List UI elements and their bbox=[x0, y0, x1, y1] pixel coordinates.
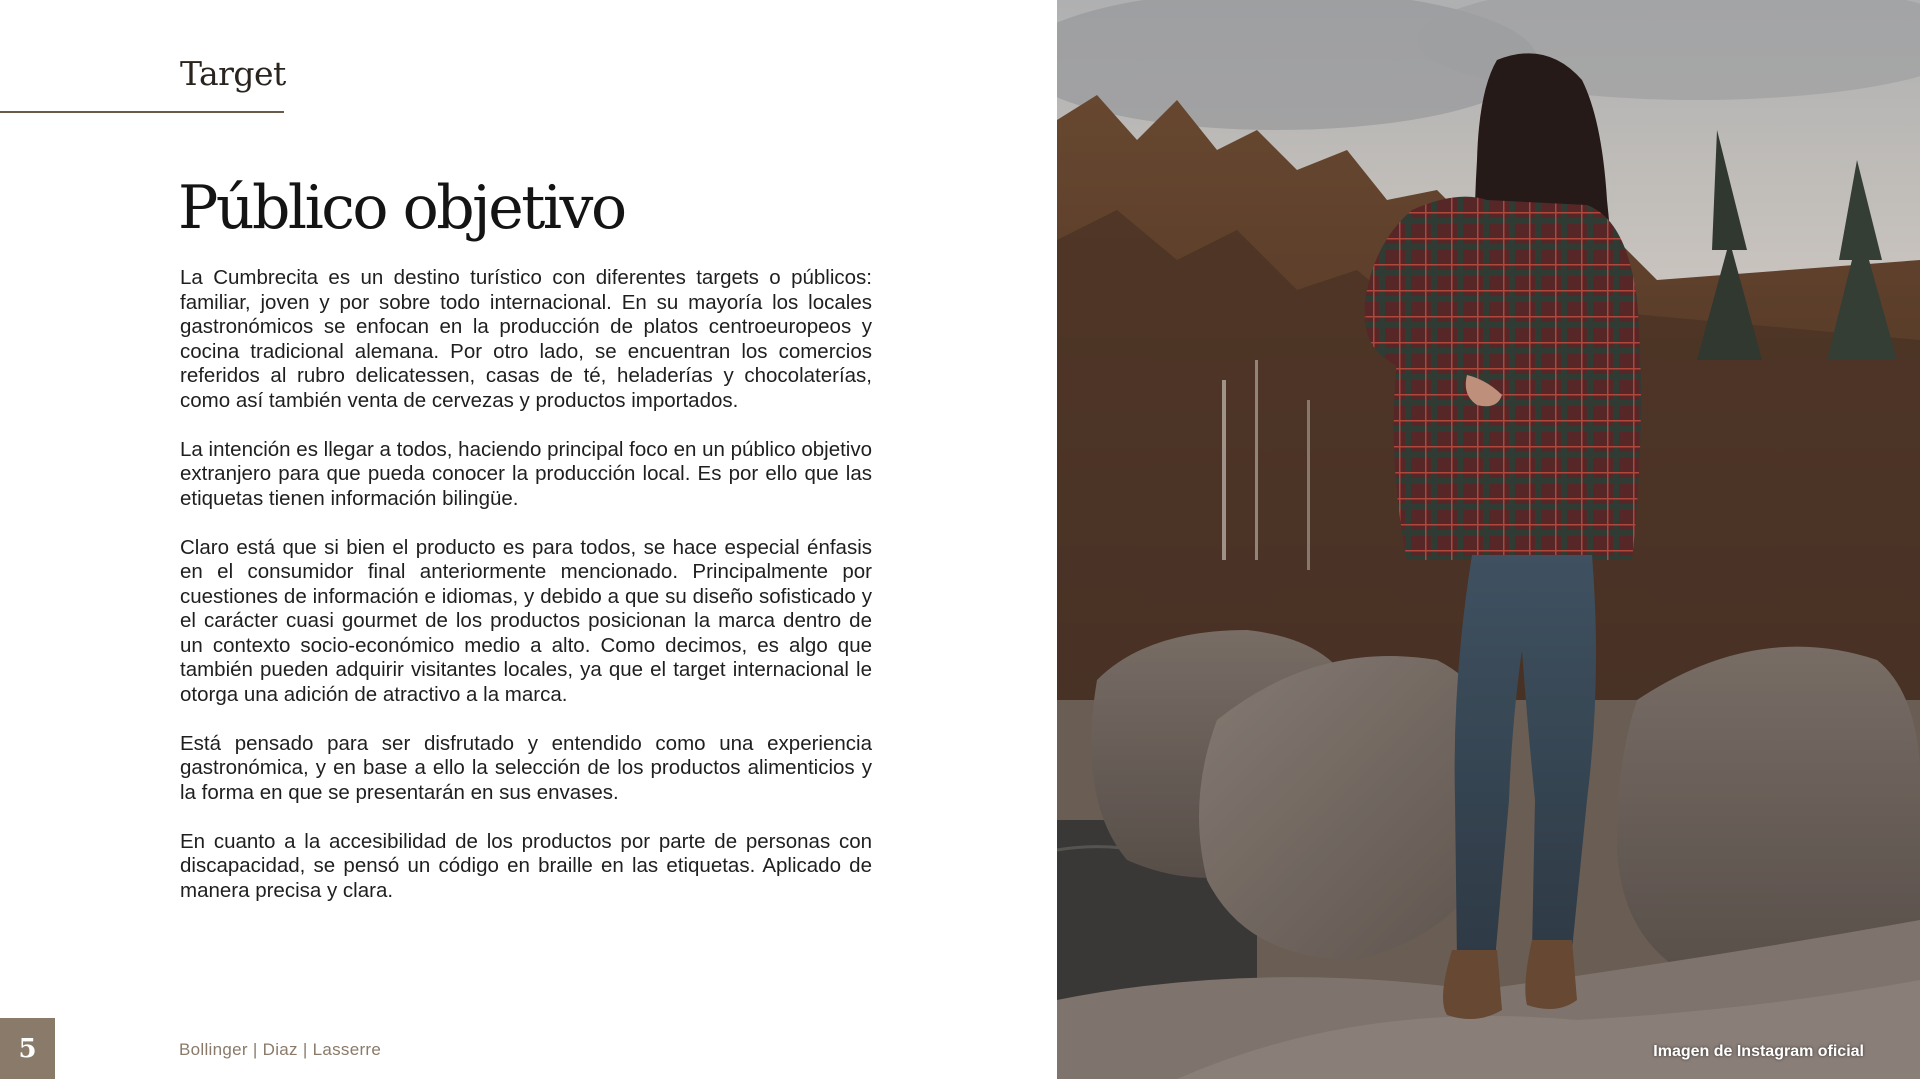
hero-photo bbox=[1057, 0, 1920, 1079]
page-number-badge bbox=[0, 1018, 55, 1079]
section-divider bbox=[0, 111, 284, 113]
section-label: Target bbox=[180, 54, 286, 93]
paragraph: La intención es llegar a todos, haciendo principal foco en un público objetivo extranjero para que pueda conocer la producción local. Es por ello que las etiquetas tienen información bilingüe. bbox=[180, 437, 872, 510]
hero-photo-illustration bbox=[1057, 0, 1920, 1079]
paragraph: Claro está que si bien el producto es para todos, se hace especial énfasis en el consumidor final anteriormente mencionado. Principalmente por cuestiones de información e idiomas, y debido a que su diseño sofisticado y el carácter cuasi gourmet de los productos posicionan la marca dentro de un contexto socio-económico medio a alto. Como decimos, es algo que también pueden adquirir visitantes locales, ya que el target internacional le otorga una adición de atractivo a la marca. bbox=[180, 535, 872, 706]
paragraph: Está pensado para ser disfrutado y entendido como una experiencia gastronómica, y en base a ello la selección de los productos alimenticios y la forma en que se presentarán en sus envases. bbox=[180, 731, 872, 804]
page-title: Público objetivo bbox=[178, 173, 625, 243]
paragraph: La Cumbrecita es un destino turístico con diferentes targets o públicos: familiar, joven y por sobre todo internacional. En su mayoría los locales gastronómicos se enfocan en la producción de platos centroeuropeos y cocina tradicional alemana. Por otro lado, se encuentran los comercios referidos al rubro delicatessen, casas de té, heladerías y chocolaterías, como así también venta de cervezas y productos importados. bbox=[180, 266, 872, 412]
body-text bbox=[180, 266, 872, 928]
paragraph: En cuanto a la accesibilidad de los productos por parte de personas con discapacidad, se pensó un código en braille en las etiquetas. Aplicado de manera precisa y clara. bbox=[180, 829, 872, 902]
page-number: 5 bbox=[18, 1033, 37, 1064]
photo-caption: Imagen de Instagram oficial bbox=[1653, 1043, 1864, 1060]
authors-footer: Bollinger | Diaz | Lasserre bbox=[179, 1040, 382, 1059]
